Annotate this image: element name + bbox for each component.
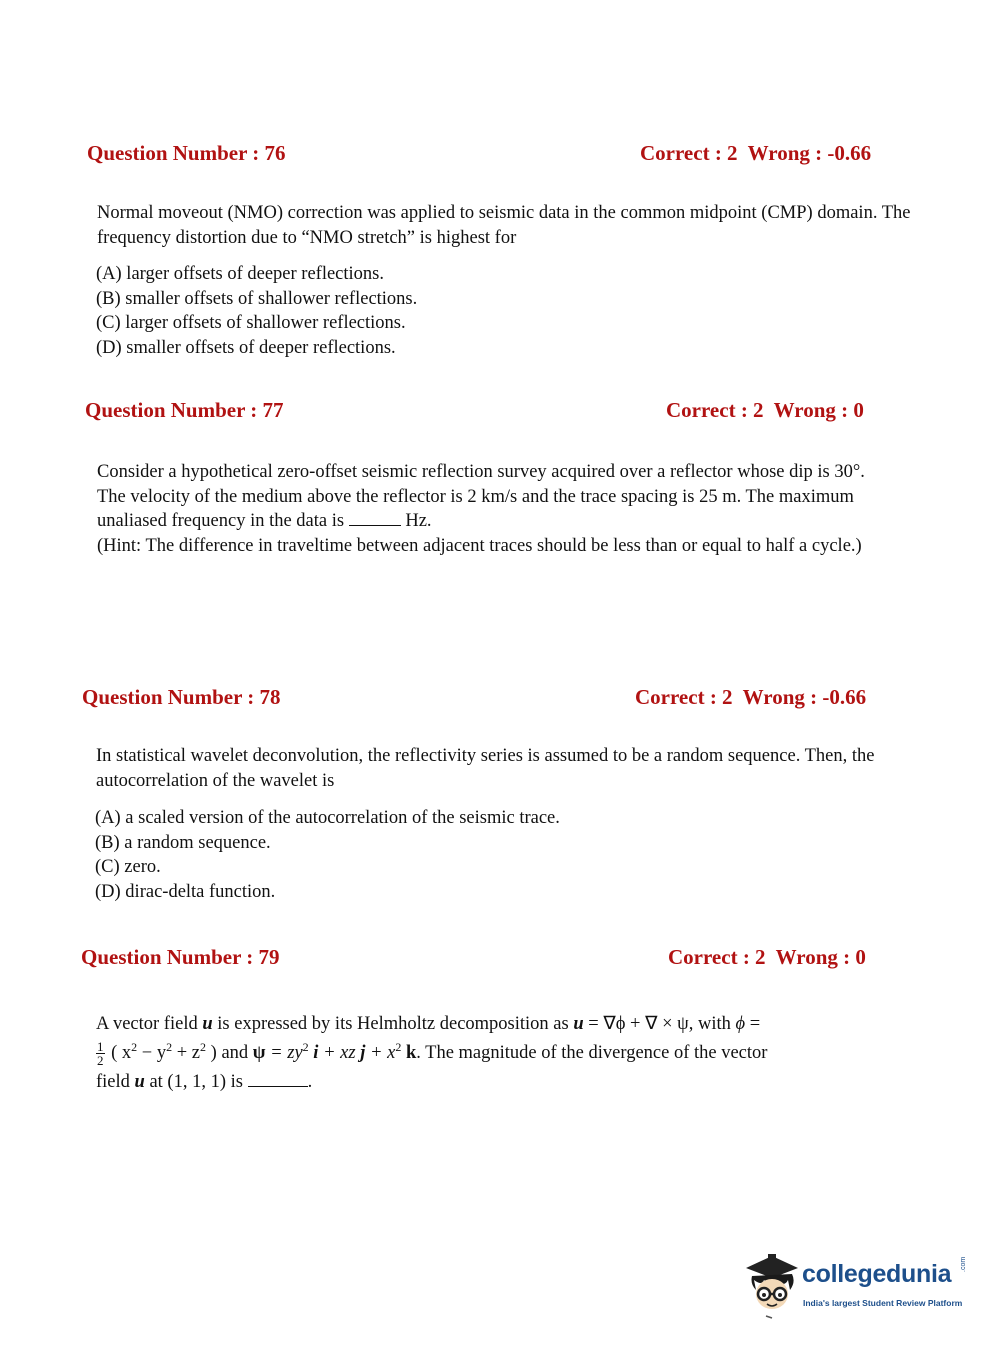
option-d: (D) smaller offsets of deeper reflections. (96, 337, 396, 358)
unit-label: Hz. (405, 511, 432, 531)
text-segment: . The magnitude of the divergence of the vector (416, 1043, 768, 1063)
var-phi: ϕ (735, 1014, 746, 1034)
equation-segment: = zy (270, 1043, 303, 1063)
option-b: (B) a random sequence. (95, 832, 271, 853)
answer-blank (248, 1072, 308, 1087)
question-77-header (0, 398, 1001, 428)
text-segment: is expressed by its Helmholtz decomposition as (217, 1014, 569, 1034)
unit-vector-j: j (360, 1043, 366, 1063)
equation-segment: − y (141, 1043, 167, 1063)
question-78-options (95, 806, 560, 904)
logo-domain: .com (960, 1256, 967, 1272)
question-78-header (0, 685, 1001, 715)
period: . (307, 1072, 313, 1092)
equation-segment: + x (369, 1043, 396, 1063)
question-76-header (0, 141, 1001, 171)
mascot-icon (742, 1250, 802, 1320)
question-76-text: Normal moveout (NMO) correction was applied to seismic data in the common midpoint (CMP) domain. The frequency distortion due to “NMO stretch” is highest for (97, 203, 911, 248)
unit-vector-k: k (405, 1043, 417, 1063)
var-psi: ψ (252, 1043, 266, 1063)
question-78-text: In statistical wavelet deconvolution, the reflectivity series is assumed to be a random sequence. Then, the autocorrelation of the wavelet is (96, 746, 875, 791)
question-number: Question Number : 79 (81, 945, 280, 969)
marks-label: Correct : 2 Wrong : -0.66 (635, 685, 867, 709)
text-segment: with (698, 1014, 731, 1034)
option-c: (C) zero. (95, 857, 161, 878)
option-c: (C) larger offsets of shallower reflections. (96, 313, 406, 334)
text-segment: at (1, 1, 1) is (149, 1072, 243, 1092)
equation-segment: ) (210, 1043, 217, 1063)
question-number: Question Number : 77 (85, 398, 284, 422)
question-number: Question Number : 76 (87, 141, 286, 165)
option-b: (B) smaller offsets of shallower reflections. (96, 288, 418, 309)
equation-segment: = (749, 1014, 761, 1034)
equation-segment: + z (176, 1043, 201, 1063)
var-u: u (134, 1072, 145, 1092)
var-u: u (573, 1014, 584, 1034)
question-77-hint: (Hint: The difference in traveltime between adjacent traces should be less than or equal to half a cycle.) (97, 535, 862, 556)
question-77-body: Consider a hypothetical zero-offset seismic reflection survey acquired over a reflector whose dip is 30°. The velocity of the medium above the reflector is 2 km/s and the trace spacing is 25 m. The maximum unaliased frequency in the data is (97, 462, 865, 531)
fraction-half: $\frac{1}{2}$ (97, 1039, 104, 1069)
question-79-text: A vector field u is expressed by its Helmholtz decomposition as u = ∇ϕ + ∇ × ψ, with ϕ = $\frac{1}{2}$ ( $x^2 - y^2 + z^2$ ) and $\psi = zy^2$ i + xz $j + x^2$ k. The magnitude of the divergence of the vector field u at (1, 1, 1) is . (96, 1014, 768, 1092)
text-segment: A vector field (96, 1014, 198, 1034)
collegedunia-logo (742, 1250, 972, 1320)
text-segment: and (221, 1043, 249, 1063)
marks-label: Correct : 2 Wrong : -0.66 (640, 141, 872, 165)
logo-tagline: India's largest Student Review Platform (803, 1298, 963, 1308)
answer-blank (349, 511, 401, 526)
logo-wordmark: collegedunia (802, 1260, 952, 1288)
equation-segment: = ∇ϕ + ∇ × ψ, (588, 1014, 694, 1034)
text-segment: field (96, 1072, 130, 1092)
equation-segment: ( x (111, 1043, 132, 1063)
option-a: (A) larger offsets of deeper reflections. (96, 264, 384, 284)
option-d: (D) dirac-delta function. (95, 881, 276, 902)
option-a: (A) a scaled version of the autocorrelation of the seismic trace. (95, 808, 560, 828)
marks-label: Correct : 2 Wrong : 0 (666, 398, 864, 422)
equation-segment: + xz (323, 1043, 356, 1063)
question-76-options (96, 262, 417, 360)
question-79-header (0, 945, 1001, 975)
unit-vector-i: i (313, 1043, 319, 1063)
question-77-text (97, 460, 897, 558)
question-number: Question Number : 78 (82, 685, 281, 709)
marks-label: Correct : 2 Wrong : 0 (668, 945, 866, 969)
var-u: u (202, 1014, 213, 1034)
